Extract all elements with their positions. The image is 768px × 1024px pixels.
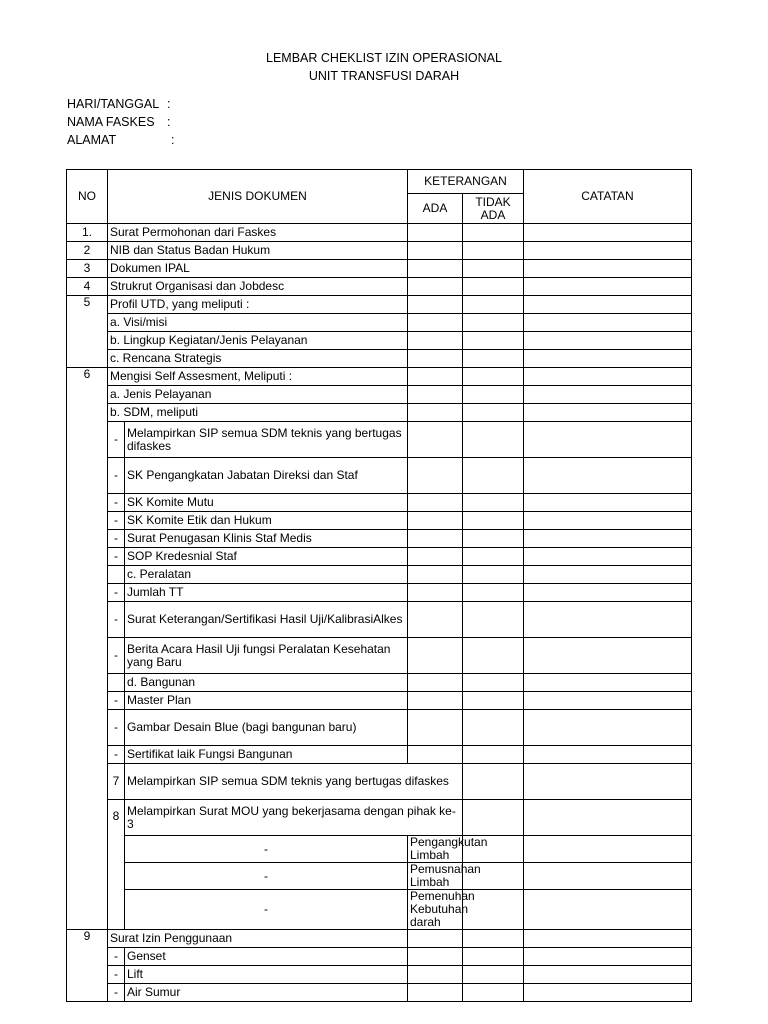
document-item: Lift xyxy=(125,966,408,984)
document-item: NIB dan Status Badan Hukum xyxy=(108,242,408,260)
ada-cell[interactable] xyxy=(408,350,463,368)
bullet-dash: - xyxy=(108,530,125,548)
tidak-ada-cell[interactable] xyxy=(463,260,524,278)
tidak-ada-cell[interactable] xyxy=(524,890,692,930)
row-number: 8 xyxy=(108,800,125,930)
field-colon: : xyxy=(167,115,171,129)
tidak-ada-cell[interactable] xyxy=(463,966,524,984)
tidak-ada-cell[interactable] xyxy=(463,638,524,674)
ada-cell[interactable] xyxy=(408,530,463,548)
ada-cell[interactable] xyxy=(408,746,463,764)
catatan-cell[interactable] xyxy=(524,966,692,984)
tidak-ada-cell[interactable] xyxy=(463,494,524,512)
table-row xyxy=(67,710,692,746)
bullet-dash: - xyxy=(108,422,125,458)
ada-cell[interactable] xyxy=(408,224,463,242)
tidak-ada-cell[interactable] xyxy=(463,368,524,386)
field-hari-tanggal xyxy=(67,97,171,111)
bullet-dash: - xyxy=(108,710,125,746)
document-item: Master Plan xyxy=(125,692,408,710)
ada-cell[interactable] xyxy=(408,638,463,674)
field-colon: : xyxy=(171,133,175,147)
ada-cell[interactable] xyxy=(408,494,463,512)
tidak-ada-cell[interactable] xyxy=(463,930,524,948)
bullet-dash: - xyxy=(125,836,408,863)
table-row xyxy=(67,638,692,674)
empty-cell xyxy=(108,566,125,584)
ada-cell[interactable] xyxy=(408,566,463,584)
bullet-dash: - xyxy=(108,948,125,966)
tidak-ada-cell[interactable] xyxy=(463,674,524,692)
bullet-dash: - xyxy=(108,494,125,512)
catatan-cell[interactable] xyxy=(524,674,692,692)
document-item: Berita Acara Hasil Uji fungsi Peralatan Kesehatan yang Baru xyxy=(125,638,408,674)
bullet-dash: - xyxy=(108,512,125,530)
tidak-ada-cell[interactable] xyxy=(463,512,524,530)
catatan-cell[interactable] xyxy=(524,602,692,638)
table-row xyxy=(67,530,692,548)
catatan-cell[interactable] xyxy=(524,692,692,710)
catatan-cell[interactable] xyxy=(524,638,692,674)
table-row xyxy=(67,890,692,930)
table-row xyxy=(67,674,692,692)
ada-cell[interactable] xyxy=(408,602,463,638)
catatan-cell[interactable] xyxy=(524,332,692,350)
bullet-dash: - xyxy=(108,602,125,638)
table-row xyxy=(67,566,692,584)
document-item: Pengangkutan Limbah xyxy=(408,836,463,863)
bullet-dash: - xyxy=(108,966,125,984)
tidak-ada-cell[interactable] xyxy=(463,296,524,314)
catatan-cell[interactable] xyxy=(524,422,692,458)
row-number: 1. xyxy=(67,224,108,242)
catatan-cell[interactable] xyxy=(524,386,692,404)
ada-cell[interactable] xyxy=(408,710,463,746)
tidak-ada-cell[interactable] xyxy=(463,548,524,566)
ada-cell[interactable] xyxy=(463,764,524,800)
ada-cell[interactable] xyxy=(408,584,463,602)
ada-cell[interactable] xyxy=(408,386,463,404)
field-label: NAMA FASKES xyxy=(67,115,155,129)
field-alamat xyxy=(67,133,175,147)
document-item: Dokumen IPAL xyxy=(108,260,408,278)
ada-cell[interactable] xyxy=(408,984,463,1002)
document-item: Strukrut Organisasi dan Jobdesc xyxy=(108,278,408,296)
table-row xyxy=(67,746,692,764)
document-subtitle: UNIT TRANSFUSI DARAH xyxy=(308,69,460,83)
document-item: Surat Permohonan dari Faskes xyxy=(108,224,408,242)
document-item: SK Pengangkatan Jabatan Direksi dan Staf xyxy=(125,458,408,494)
table-row xyxy=(67,512,692,530)
document-item: Surat Izin Penggunaan xyxy=(108,930,408,948)
row-number: 9 xyxy=(67,930,108,1002)
document-item: Melampirkan Surat MOU yang bekerjasama dengan pihak ke-3 xyxy=(125,800,463,836)
table-row xyxy=(67,584,692,602)
document-item: Genset xyxy=(125,948,408,966)
table-header-row xyxy=(67,170,692,194)
document-item: Surat Keterangan/Sertifikasi Hasil Uji/KalibrasiAlkes xyxy=(125,602,408,638)
tidak-ada-cell[interactable] xyxy=(524,800,692,836)
table-row xyxy=(67,278,692,296)
table-row xyxy=(67,984,692,1002)
catatan-cell[interactable] xyxy=(524,548,692,566)
table-row xyxy=(67,692,692,710)
header-keterangan: KETERANGAN xyxy=(408,170,524,194)
table-row xyxy=(67,494,692,512)
table-row xyxy=(67,332,692,350)
table-row xyxy=(67,404,692,422)
table-row xyxy=(67,863,692,890)
table-row xyxy=(67,930,692,948)
catatan-cell[interactable] xyxy=(524,368,692,386)
document-item: a. Jenis Pelayanan xyxy=(108,386,408,404)
ada-cell[interactable] xyxy=(408,930,463,948)
tidak-ada-cell[interactable] xyxy=(463,278,524,296)
table-row xyxy=(67,422,692,458)
ada-cell[interactable] xyxy=(408,278,463,296)
catatan-cell[interactable] xyxy=(524,494,692,512)
ada-cell[interactable] xyxy=(408,548,463,566)
header-ada: ADA xyxy=(408,194,463,224)
table-row xyxy=(67,314,692,332)
catatan-cell[interactable] xyxy=(524,404,692,422)
document-item: a. Visi/misi xyxy=(108,314,408,332)
tidak-ada-cell[interactable] xyxy=(463,332,524,350)
document-item: SK Komite Etik dan Hukum xyxy=(125,512,408,530)
tidak-ada-cell[interactable] xyxy=(463,692,524,710)
table-row xyxy=(67,548,692,566)
row-number: 2 xyxy=(67,242,108,260)
tidak-ada-cell[interactable] xyxy=(463,458,524,494)
table-row xyxy=(67,836,692,863)
tidak-ada-cell[interactable] xyxy=(463,422,524,458)
tidak-ada-cell[interactable] xyxy=(463,746,524,764)
document-item: Profil UTD, yang meliputi : xyxy=(108,296,408,314)
document-item: SK Komite Mutu xyxy=(125,494,408,512)
bullet-dash: - xyxy=(108,692,125,710)
header-tidak-ada: TIDAK ADA xyxy=(463,194,524,224)
catatan-cell[interactable] xyxy=(524,458,692,494)
ada-cell[interactable] xyxy=(408,966,463,984)
table-row xyxy=(67,948,692,966)
document-item: Sertifikat laik Fungsi Bangunan xyxy=(125,746,408,764)
tidak-ada-cell[interactable] xyxy=(463,710,524,746)
catatan-cell[interactable] xyxy=(524,746,692,764)
ada-cell[interactable] xyxy=(408,260,463,278)
catatan-cell[interactable] xyxy=(524,710,692,746)
catatan-cell[interactable] xyxy=(524,584,692,602)
header-no: NO xyxy=(67,170,108,224)
tidak-ada-cell[interactable] xyxy=(524,764,692,800)
ada-cell[interactable] xyxy=(408,422,463,458)
table-row xyxy=(67,966,692,984)
checklist-table xyxy=(66,169,692,1002)
document-item: c. Peralatan xyxy=(125,566,408,584)
catatan-cell[interactable] xyxy=(524,566,692,584)
catatan-cell[interactable] xyxy=(524,930,692,948)
tidak-ada-cell[interactable] xyxy=(463,602,524,638)
tidak-ada-cell[interactable] xyxy=(524,863,692,890)
document-item: Melampirkan SIP semua SDM teknis yang bertugas difaskes xyxy=(125,764,463,800)
ada-cell[interactable] xyxy=(408,368,463,386)
document-item: Pemusnahan Limbah xyxy=(408,863,463,890)
table-row xyxy=(67,224,692,242)
ada-cell[interactable] xyxy=(408,692,463,710)
tidak-ada-cell[interactable] xyxy=(463,350,524,368)
tidak-ada-cell[interactable] xyxy=(463,242,524,260)
tidak-ada-cell[interactable] xyxy=(463,314,524,332)
table-row xyxy=(67,458,692,494)
catatan-cell[interactable] xyxy=(524,260,692,278)
document-item: Gambar Desain Blue (bagi bangunan baru) xyxy=(125,710,408,746)
bullet-dash: - xyxy=(108,984,125,1002)
ada-cell[interactable] xyxy=(408,404,463,422)
document-item: Jumlah TT xyxy=(125,584,408,602)
empty-cell xyxy=(108,674,125,692)
catatan-cell[interactable] xyxy=(524,242,692,260)
document-item: Melampirkan SIP semua SDM teknis yang bertugas difaskes xyxy=(125,422,408,458)
bullet-dash: - xyxy=(108,638,125,674)
catatan-cell[interactable] xyxy=(524,512,692,530)
row-number: 3 xyxy=(67,260,108,278)
tidak-ada-cell[interactable] xyxy=(463,584,524,602)
document-item: d. Bangunan xyxy=(125,674,408,692)
row-number: 7 xyxy=(108,764,125,800)
table-row xyxy=(67,764,692,800)
row-number: 5 xyxy=(67,296,108,368)
document-title: LEMBAR CHEKLIST IZIN OPERASIONAL xyxy=(266,51,502,65)
field-label: HARI/TANGGAL xyxy=(67,97,160,111)
ada-cell[interactable] xyxy=(408,242,463,260)
document-item: c. Rencana Strategis xyxy=(108,350,408,368)
table-row xyxy=(67,602,692,638)
row-number: 6 xyxy=(67,368,108,930)
ada-cell[interactable] xyxy=(408,948,463,966)
document-item: Surat Penugasan Klinis Staf Medis xyxy=(125,530,408,548)
table-row xyxy=(67,368,692,386)
table-row xyxy=(67,242,692,260)
header-jenis-dokumen: JENIS DOKUMEN xyxy=(108,170,408,224)
ada-cell[interactable] xyxy=(408,314,463,332)
table-row xyxy=(67,386,692,404)
catatan-cell[interactable] xyxy=(524,296,692,314)
table-row xyxy=(67,800,692,836)
tidak-ada-cell[interactable] xyxy=(463,566,524,584)
bullet-dash: - xyxy=(108,584,125,602)
tidak-ada-cell[interactable] xyxy=(463,224,524,242)
field-colon: : xyxy=(167,97,171,111)
tidak-ada-cell[interactable] xyxy=(463,984,524,1002)
ada-cell[interactable] xyxy=(408,674,463,692)
ada-cell[interactable] xyxy=(408,458,463,494)
catatan-cell[interactable] xyxy=(524,530,692,548)
catatan-cell[interactable] xyxy=(524,224,692,242)
ada-cell[interactable] xyxy=(408,512,463,530)
document-item: SOP Kredesnial Staf xyxy=(125,548,408,566)
ada-cell[interactable] xyxy=(408,332,463,350)
document-item: b. Lingkup Kegiatan/Jenis Pelayanan xyxy=(108,332,408,350)
document-item: Air Sumur xyxy=(125,984,408,1002)
catatan-cell[interactable] xyxy=(524,314,692,332)
document-item: Pemenuhan Kebutuhan darah xyxy=(408,890,463,930)
catatan-cell[interactable] xyxy=(524,948,692,966)
tidak-ada-cell[interactable] xyxy=(463,386,524,404)
bullet-dash: - xyxy=(125,863,408,890)
ada-cell[interactable] xyxy=(408,296,463,314)
header-catatan: CATATAN xyxy=(524,170,692,224)
bullet-dash: - xyxy=(108,458,125,494)
bullet-dash: - xyxy=(108,548,125,566)
document-item: b. SDM, meliputi xyxy=(108,404,408,422)
field-label: ALAMAT xyxy=(67,133,117,147)
ada-cell[interactable] xyxy=(463,800,524,836)
document-item: Mengisi Self Assesment, Meliputi : xyxy=(108,368,408,386)
tidak-ada-cell[interactable] xyxy=(463,948,524,966)
row-number: 4 xyxy=(67,278,108,296)
bullet-dash: - xyxy=(108,746,125,764)
tidak-ada-cell[interactable] xyxy=(463,530,524,548)
bullet-dash: - xyxy=(125,890,408,930)
tidak-ada-cell[interactable] xyxy=(524,836,692,863)
field-nama-faskes xyxy=(67,115,171,129)
table-row xyxy=(67,350,692,368)
tidak-ada-cell[interactable] xyxy=(463,404,524,422)
catatan-cell[interactable] xyxy=(524,984,692,1002)
catatan-cell[interactable] xyxy=(524,350,692,368)
catatan-cell[interactable] xyxy=(524,278,692,296)
table-row xyxy=(67,260,692,278)
table-row xyxy=(67,296,692,314)
